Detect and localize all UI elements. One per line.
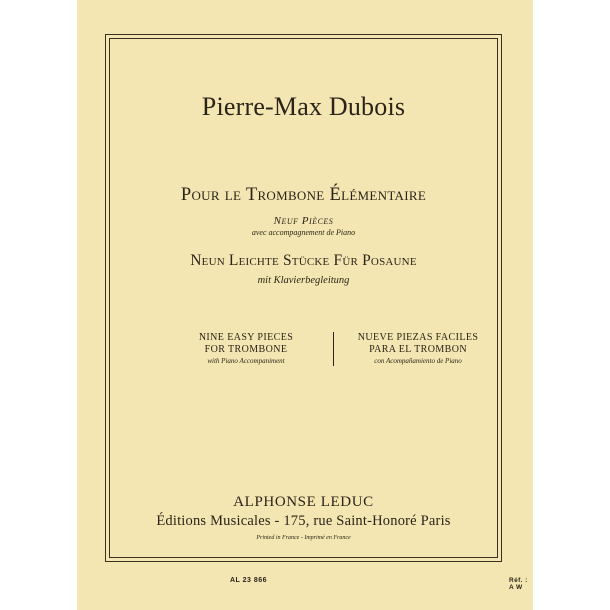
accompaniment-german: mit Klavierbegleitung: [257, 275, 350, 286]
spanish-line-2: PARA EL TROMBON: [369, 344, 467, 355]
title-german: Neun Leichte Stücke Für Posaune: [190, 252, 417, 269]
accompaniment-french: avec accompagnement de Piano: [251, 228, 356, 237]
english-line-1: NINE EASY PIECES: [198, 332, 294, 343]
column-divider: [333, 332, 334, 366]
composer-name: Pierre-Max Dubois: [201, 92, 406, 121]
english-title-block: [166, 332, 326, 367]
title-french: Pour le Trombone Élémentaire: [180, 185, 427, 205]
cover-frame: [105, 34, 502, 562]
spanish-line-3: con Acompañamiento de Piano: [374, 357, 462, 365]
spanish-title-block: [338, 332, 498, 367]
subtitle-french: Neuf Pièces: [273, 215, 334, 227]
catalog-number: AL 23 866: [230, 577, 268, 584]
english-line-3: with Piano Accompaniment: [207, 357, 285, 365]
reference-code: Réf. : A W: [509, 577, 528, 591]
spanish-line-1: NUEVE PIEZAS FACILES: [357, 332, 479, 343]
printed-note: Printed in France - Imprimé en France: [256, 535, 351, 541]
english-line-2: FOR TROMBONE: [204, 344, 288, 355]
score-cover: [77, 0, 533, 610]
publisher-address: Éditions Musicales - 175, rue Saint-Honoré Paris: [156, 513, 451, 529]
publisher-name: ALPHONSE LEDUC: [233, 494, 374, 510]
